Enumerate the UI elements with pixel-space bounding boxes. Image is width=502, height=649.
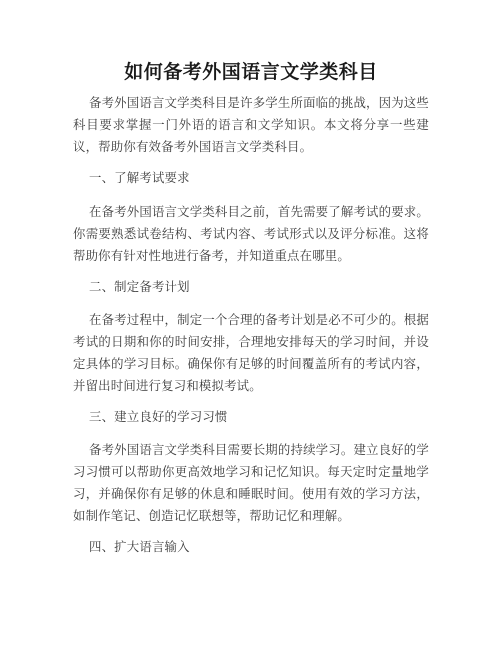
intro-paragraph: 备考外国语言文学类科目是许多学生所面临的挑战，因为这些科目要求掌握一门外语的语言和文学知识。本文将分享一些建议，帮助你有效备考外国语言文学类科目。	[73, 95, 429, 154]
section-heading-2: 二、制定备考计划	[89, 279, 190, 294]
section-heading-1: 一、了解考试要求	[89, 170, 190, 185]
section-heading-4: 四、扩大语言输入	[89, 539, 190, 554]
section-heading-3: 三、建立良好的学习习惯	[89, 409, 228, 424]
section-body-1: 在备考外国语言文学类科目之前，首先需要了解考试的要求。你需要熟悉试卷结构、考试内容、考试形式以及评分标准。这将帮助你有针对性地进行备考，并知道重点在哪里。	[73, 204, 429, 263]
section-body-2: 在备考过程中，制定一个合理的备考计划是必不可少的。根据考试的日期和你的时间安排，合理地安排每天的学习时间，并设定具体的学习目标。确保你有足够的时间覆盖所有的考试内容，并留出时间进行复习和模拟考试。	[73, 312, 429, 393]
section-body-3: 备考外国语言文学类科目需要长期的持续学习。建立良好的学习习惯可以帮助你更高效地学习和记忆知识。每天定时定量地学习，并确保你有足够的休息和睡眠时间。使用有效的学习方法，如制作笔记、创造记忆联想等，帮助记忆和理解。	[73, 442, 429, 523]
document-title: 如何备考外国语言文学类科目	[124, 61, 378, 83]
